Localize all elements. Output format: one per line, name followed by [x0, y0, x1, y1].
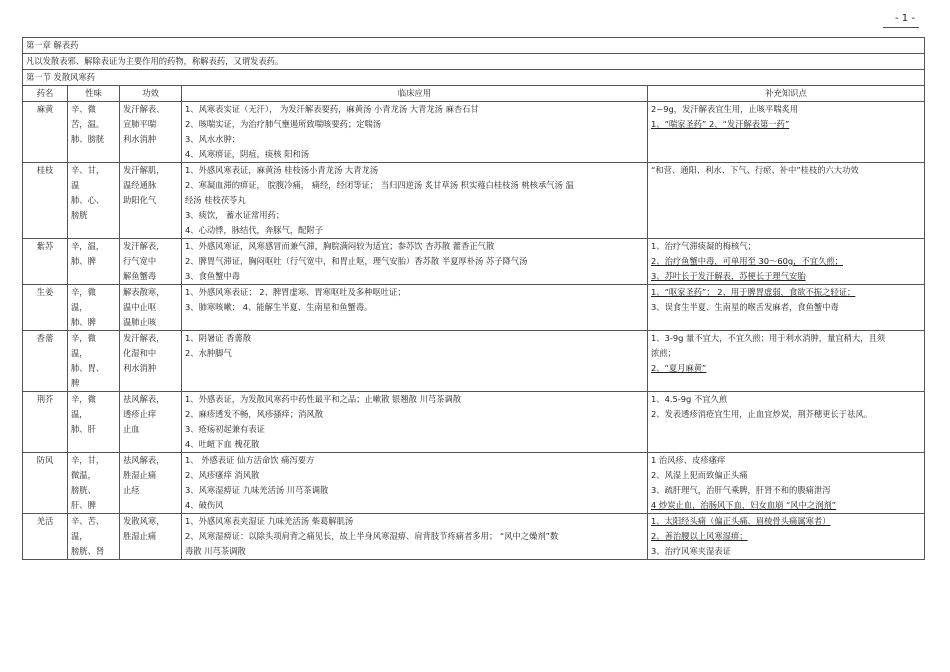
- herb-clinical-line: 2、水肿脚气: [185, 348, 232, 358]
- chapter-intro: 凡以发散表邪、解除表证为主要作用的药物，称解表药，又谓发表药。: [23, 54, 925, 70]
- herb-effect-line: 解表散寒，: [123, 287, 165, 297]
- herb-table: [22, 37, 925, 560]
- herb-effect: [120, 285, 182, 331]
- herb-clinical-line: 3、肺寒咳嗽； 4、能解生半夏、生南星和鱼蟹毒。: [185, 302, 373, 312]
- herb-notes: [648, 285, 925, 331]
- herb-clinical-line: 2、风疹瘙痒 消风散: [185, 470, 260, 480]
- herb-effect: [120, 453, 182, 514]
- table-row: [23, 331, 925, 392]
- header-clinical: 临床应用: [182, 86, 648, 102]
- herb-name: 麻黄: [23, 102, 68, 163]
- herb-clinical-line: 2、寒凝血滞的痹证， 脘腹冷痛， 痛经，经闭等证； 当归四逆汤 炙甘草汤 枳实薤白桂枝汤 桃核承气汤 温: [185, 180, 574, 190]
- herb-effect-line: 解鱼蟹毒: [123, 271, 157, 281]
- herb-clinical: [182, 514, 648, 560]
- herb-effect-line: 胜湿止痛: [123, 531, 157, 541]
- herb-clinical-line: 2、麻疹透发不畅，风疹搔痒；消风散: [185, 409, 324, 419]
- herb-effect-line: 胜湿止痛: [123, 470, 157, 480]
- herb-taste: [68, 331, 120, 392]
- herb-notes-line: 1、治疗气滞痰凝的梅核气；: [651, 241, 756, 251]
- table-row: [23, 392, 925, 453]
- herb-taste: [68, 453, 120, 514]
- section-title: 第一节 发散风寒药: [23, 70, 925, 86]
- herb-name: 防风: [23, 453, 68, 514]
- herb-taste-line: 辛，温，: [71, 241, 105, 251]
- herb-notes-line: 3、疏肝理气，治肝气乘脾，肝肾不和的腹痛泄泻: [651, 485, 831, 495]
- herb-notes-line: 1、4.5-9g 不宜久煎: [651, 394, 728, 404]
- herb-name: 紫苏: [23, 239, 68, 285]
- herb-clinical-line: 1、外感表证，为发散风寒药中药性最平和之品；止嗽散 银翘散 川芎茶调散: [185, 394, 462, 404]
- herb-notes: [648, 331, 925, 392]
- herb-effect-line: 祛风解表，: [123, 455, 165, 465]
- herb-clinical-line: 1、风寒表实证（无汗）， 为发汗解表要药，麻黄汤 小青龙汤 大青龙汤 麻杏石甘: [185, 104, 479, 114]
- herb-effect-line: 止血: [123, 424, 140, 434]
- herb-taste-line: 温，: [71, 302, 88, 312]
- herb-effect: [120, 331, 182, 392]
- herb-clinical-line: 经汤 桂枝茯苓丸: [185, 195, 246, 205]
- herb-notes-line: 1 治风疹、皮疹瘙痒: [651, 455, 726, 465]
- herb-notes-line: 1、“呕家圣药”； 2、用于脾胃虚弱，食欲不振之轻证；: [651, 287, 856, 297]
- herb-taste-line: 脾: [71, 378, 80, 388]
- herb-taste-line: 膀胱、: [71, 485, 96, 495]
- herb-notes: [648, 102, 925, 163]
- herb-clinical-line: 3、痰饮， 蓄水证常用药；: [185, 210, 285, 220]
- herb-notes-line: 4 炒炭止血，治肠风下血，妇女血崩 “风中之润剂”: [651, 500, 837, 510]
- herb-notes-line: 3、治疗风寒夹湿表证: [651, 546, 731, 556]
- herb-taste-line: 膀胱: [71, 210, 88, 220]
- herb-effect-line: 利水消肿: [123, 134, 157, 144]
- herb-notes-line: 1、太阳经头痛（偏正头痛、眉棱骨头痛属寒者）: [651, 516, 831, 526]
- herb-clinical-line: 3、疮疡初起兼有表证: [185, 424, 265, 434]
- herb-effect: [120, 392, 182, 453]
- herb-taste-line: 肺、脾: [71, 317, 96, 327]
- herb-effect: [120, 102, 182, 163]
- herb-clinical-line: 4、吐衄下血 槐花散: [185, 439, 260, 449]
- herb-effect-line: 温肺止咳: [123, 317, 157, 327]
- herb-notes-line: 1、“喘家圣药” 2、“发汗解表第一药”: [651, 119, 790, 129]
- herb-notes-line: 2~9g，发汗解表宜生用，止咳平喘炙用: [651, 104, 799, 114]
- herb-notes-line: 3、误食生半夏、生南星的喉舌发麻者，食鱼蟹中毒: [651, 302, 839, 312]
- herb-notes-line: 2、治疗鱼蟹中毒，可单用至 30～60g，不宜久煎；: [651, 256, 843, 266]
- herb-notes-line: 浓煎；: [651, 348, 676, 358]
- herb-name: 香薷: [23, 331, 68, 392]
- table-header-row: [23, 86, 925, 102]
- herb-effect-line: 祛风解表，: [123, 394, 165, 404]
- herb-taste: [68, 514, 120, 560]
- page-number-underline: [883, 27, 919, 28]
- table-row: [23, 514, 925, 560]
- herb-name: 生姜: [23, 285, 68, 331]
- herb-effect-line: 发汗解表，: [123, 241, 165, 251]
- herb-clinical-line: 4、破伤风: [185, 500, 224, 510]
- herb-name: 荆芥: [23, 392, 68, 453]
- page-number: - 1 -: [895, 13, 915, 24]
- chapter-title: 第一章 解表药: [23, 38, 925, 54]
- herb-taste-line: 辛、微: [71, 104, 96, 114]
- herb-taste: [68, 285, 120, 331]
- herb-effect-line: 温中止呕: [123, 302, 157, 312]
- herb-clinical-line: 1、外感风寒表证； 2、脾胃虚寒、胃寒呕吐及多种呕吐证；: [185, 287, 406, 297]
- herb-notes-line: 2、风湿上犯而致偏正头痛: [651, 470, 748, 480]
- herb-taste-line: 辛，微: [71, 287, 96, 297]
- header-taste: 性味: [68, 86, 120, 102]
- herb-clinical-line: 2、咳喘实证，为治疗肺气壅遏所致喘咳要药；定喘汤: [185, 119, 382, 129]
- herb-effect-line: 温经通脉: [123, 180, 157, 190]
- herb-effect-line: 发汗解表、: [123, 104, 165, 114]
- herb-notes-line: 1、3-9g 量不宜大，不宜久煎；用于利水消肿，量宜稍大，且须: [651, 333, 886, 343]
- herb-clinical-line: 1、阴暑证 香薷散: [185, 333, 251, 343]
- herb-taste: [68, 102, 120, 163]
- herb-effect-line: 助阳化气: [123, 195, 157, 205]
- herb-taste-line: 辛，微: [71, 394, 96, 404]
- herb-clinical: [182, 239, 648, 285]
- herb-taste-line: 苦，温。: [71, 119, 105, 129]
- herb-notes: [648, 453, 925, 514]
- herb-clinical-line: 4、心动悸，脉结代，奔豚气，配附子: [185, 225, 324, 235]
- herb-clinical: [182, 331, 648, 392]
- header-notes: 补充知识点: [648, 86, 925, 102]
- herb-clinical-line: 4、风寒痹证，阴疽，痰核 阳和汤: [185, 149, 310, 159]
- herb-clinical: [182, 392, 648, 453]
- herb-notes-line: 3、苏叶长于发汗解表，苏梗长于理气安胎: [651, 271, 806, 281]
- herb-notes: [648, 163, 925, 239]
- herb-taste-line: 肝、脾: [71, 500, 96, 510]
- herb-clinical-line: 3、风寒湿痹证 九味羌活汤 川芎茶调散: [185, 485, 329, 495]
- herb-clinical-line: 1、 外感表证 仙方活命饮 痛泻要方: [185, 455, 315, 465]
- herb-taste-line: 膀胱、肾: [71, 546, 105, 556]
- herb-taste-line: 肺、肝: [71, 424, 96, 434]
- herb-taste-line: 肺、膀胱: [71, 134, 105, 144]
- herb-notes-line: 2、“夏月麻黄”: [651, 363, 707, 373]
- herb-taste: [68, 163, 120, 239]
- herb-notes-line: 2、发表透疹消疮宜生用，止血宜炒炭，荆芥穗更长于祛风。: [651, 409, 872, 419]
- table-row: [23, 285, 925, 331]
- herb-effect-line: 宣肺平喘: [123, 119, 157, 129]
- herb-effect-line: 止痉: [123, 485, 140, 495]
- header-effect: 功效: [120, 86, 182, 102]
- table-row: [23, 163, 925, 239]
- herb-effect-line: 透疹止痒: [123, 409, 157, 419]
- herb-name: 桂枝: [23, 163, 68, 239]
- herb-clinical: [182, 102, 648, 163]
- herb-taste-line: 辛，甘，: [71, 455, 105, 465]
- herb-taste-line: 辛、甘，: [71, 165, 105, 175]
- herb-effect: [120, 514, 182, 560]
- herb-name: 羌活: [23, 514, 68, 560]
- herb-notes-line: 2、善治腰以上风寒湿痹；: [651, 531, 748, 541]
- herb-notes: [648, 239, 925, 285]
- herb-clinical-line: 3、食鱼蟹中毒: [185, 271, 241, 281]
- herb-effect-line: 化湿和中: [123, 348, 157, 358]
- document-body: [22, 37, 924, 560]
- herb-taste: [68, 392, 120, 453]
- herb-taste-line: 辛，微: [71, 333, 96, 343]
- herb-taste-line: 温，: [71, 409, 88, 419]
- herb-notes: [648, 392, 925, 453]
- herb-clinical-line: 毒散 川芎茶调散: [185, 546, 246, 556]
- herb-effect: [120, 163, 182, 239]
- herb-effect-line: 发汗解肌，: [123, 165, 165, 175]
- herb-taste-line: 微温，: [71, 470, 96, 480]
- herb-clinical-line: 1、外感风寒表夹湿证 九味羌活汤 柴葛解肌汤: [185, 516, 354, 526]
- herb-effect-line: 行气宽中: [123, 256, 157, 266]
- herb-clinical-line: 3、风水水肿；: [185, 134, 241, 144]
- herb-effect: [120, 239, 182, 285]
- table-row: [23, 102, 925, 163]
- table-row: [23, 239, 925, 285]
- herb-clinical-line: 2、风寒湿痹证：以除头项肩背之痛见长，故上半身风寒湿痹、肩背肢节疼痛者多用； “风中之燥剂”数: [185, 531, 559, 541]
- herb-clinical-line: 1、外感风寒表证，麻黄汤 桂枝汤小青龙汤 大青龙汤: [185, 165, 379, 175]
- herb-taste-line: 肺、心、: [71, 195, 105, 205]
- herb-taste-line: 温，: [71, 348, 88, 358]
- header-name: 药名: [23, 86, 68, 102]
- herb-effect-line: 发散风寒，: [123, 516, 165, 526]
- herb-taste: [68, 239, 120, 285]
- herb-clinical: [182, 285, 648, 331]
- herb-effect-line: 发汗解表，: [123, 333, 165, 343]
- herb-taste-line: 温，: [71, 531, 88, 541]
- herb-effect-line: 利水消肿: [123, 363, 157, 373]
- herb-clinical-line: 1、外感风寒证，风寒感冒而兼气滞，胸脘满闷较为适宜；参苏饮 杏苏散 藿香正气散: [185, 241, 495, 251]
- herb-notes-line: “和营、通阳、利水、下气、行瘀、补中”桂枝的六大功效: [651, 165, 859, 175]
- herb-clinical-line: 2、脾胃气滞证，胸闷呕吐（行气宽中，和胃止呕，理气安胎）香苏散 半夏厚朴汤 苏子降气汤: [185, 256, 528, 266]
- herb-taste-line: 肺、胃、: [71, 363, 105, 373]
- herb-taste-line: 肺、脾: [71, 256, 96, 266]
- herb-taste-line: 温: [71, 180, 80, 190]
- herb-notes: [648, 514, 925, 560]
- herb-clinical: [182, 163, 648, 239]
- herb-clinical: [182, 453, 648, 514]
- table-row: [23, 453, 925, 514]
- herb-taste-line: 辛、苦、: [71, 516, 105, 526]
